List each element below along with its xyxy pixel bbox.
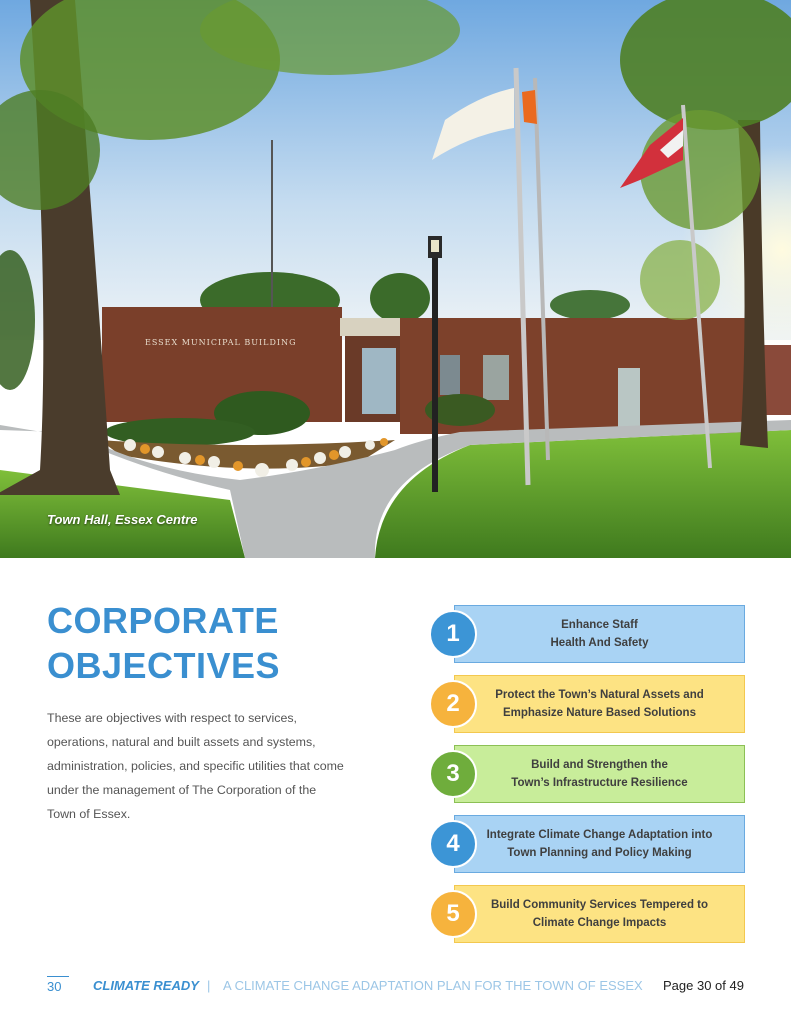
objective-5-line-1: Build Community Services Tempered to xyxy=(490,899,709,911)
objective-5-box xyxy=(454,885,745,943)
objective-1-line-1: Enhance Staff xyxy=(561,619,638,631)
objective-5-line-2: Climate Change Impacts xyxy=(532,917,667,929)
page-of-indicator: Page 30 of 49 xyxy=(659,976,748,996)
footer-page-number: 30 xyxy=(47,976,69,997)
footer-separator: | xyxy=(207,978,211,993)
page-title-line-1: CORPORATE xyxy=(47,600,279,641)
objective-1-box xyxy=(454,605,745,663)
objective-2 xyxy=(429,675,745,733)
objective-4 xyxy=(429,815,745,873)
objective-4-box xyxy=(454,815,745,873)
objective-1 xyxy=(429,605,745,663)
objective-3-line-1: Build and Strengthen the xyxy=(531,759,668,771)
objective-2-number-badge: 2 xyxy=(429,680,477,728)
objective-3 xyxy=(429,745,745,803)
objective-2-line-2: Emphasize Nature Based Solutions xyxy=(502,707,696,719)
objective-2-box xyxy=(454,675,745,733)
objective-2-line-1: Protect the Town’s Natural Assets and xyxy=(495,689,704,701)
building-sign: ESSEX MUNICIPAL BUILDING xyxy=(145,338,297,347)
page-title xyxy=(47,598,280,688)
page-footer xyxy=(47,976,747,996)
footer-brand: CLIMATE READY xyxy=(93,978,199,993)
objective-1-number-badge: 1 xyxy=(429,610,477,658)
intro-paragraph: These are objectives with respect to services, operations, natural and built assets and systems, administration, policies, and specific utilities that come under the management of The Corporation of the Town of Essex. xyxy=(47,711,344,821)
objective-4-line-1: Integrate Climate Change Adaptation into xyxy=(486,829,713,841)
page-title-line-2: OBJECTIVES xyxy=(47,645,281,686)
objective-3-line-2: Town’s Infrastructure Resilience xyxy=(511,777,688,789)
objective-4-line-2: Town Planning and Policy Making xyxy=(507,847,692,859)
objective-3-number-badge: 3 xyxy=(429,750,477,798)
photo-caption: Town Hall, Essex Centre xyxy=(47,512,198,527)
objective-1-line-2: Health And Safety xyxy=(550,637,649,649)
objective-4-number-badge: 4 xyxy=(429,820,477,868)
objective-5-number-badge: 5 xyxy=(429,890,477,938)
objective-3-box xyxy=(454,745,745,803)
objective-5 xyxy=(429,885,745,943)
footer-subtitle: A CLIMATE CHANGE ADAPTATION PLAN FOR THE TOWN OF ESSEX xyxy=(223,978,643,993)
